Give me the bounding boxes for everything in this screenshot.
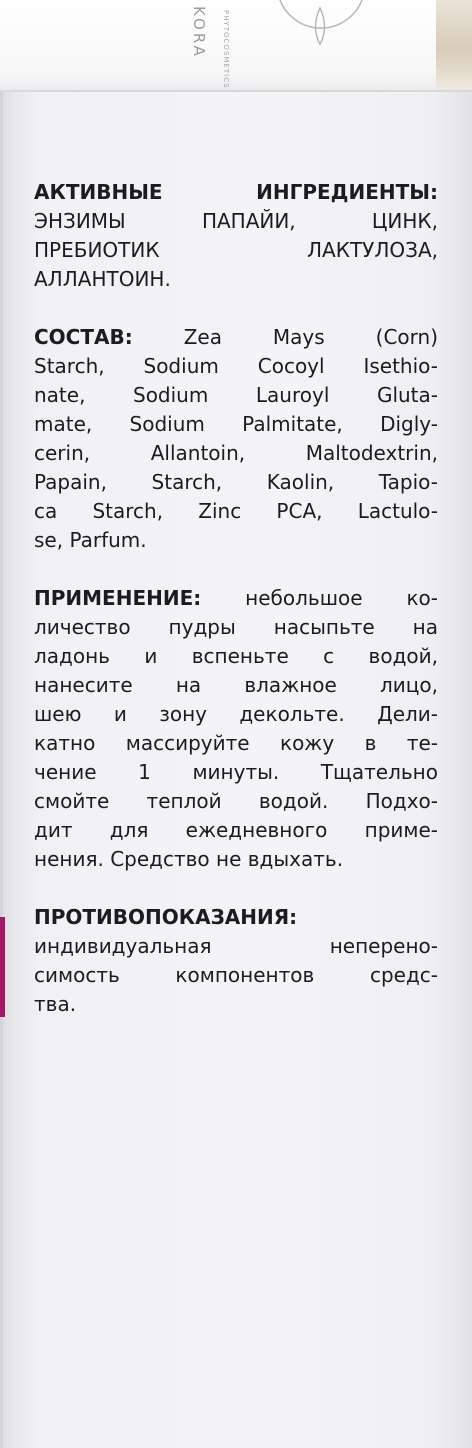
section-contraindications <box>34 903 438 1019</box>
text-line: cerin, Allantoin, Maltodextrin, <box>34 441 438 465</box>
text-line: дит для ежедневного приме- <box>34 818 438 842</box>
brand-subtitle: PHYTOCOSMETICS <box>222 10 230 89</box>
section-heading: ПРИМЕНЕНИЕ: <box>34 586 202 610</box>
package-text-block <box>34 178 438 1048</box>
text-line: ca Starch, Zinc PCA, Lactulo- <box>34 499 438 523</box>
section-active-ingredients <box>34 178 438 294</box>
text-line: нанесите на влажное лицо, <box>34 673 438 697</box>
fold-line <box>0 90 3 1448</box>
section-composition <box>34 323 438 555</box>
text-line <box>34 323 438 352</box>
text-line: катно массируйте кожу в те- <box>34 731 438 755</box>
text-line: Papain, Starch, Kaolin, Tapio- <box>34 470 438 494</box>
text-line-rest: Zea Mays (Corn) <box>183 325 438 349</box>
text-line: чение 1 минуты. Тщательно <box>34 760 438 784</box>
text-line: ладонь и вспеньте с водой, <box>34 644 438 668</box>
text-line: нения. Средство не вдыхать. <box>34 847 344 871</box>
text-line: шею и зону декольте. Дели- <box>34 702 438 726</box>
text-line: mate, Sodium Palmitate, Digly- <box>34 412 438 436</box>
text-line: ЭНЗИМЫ ПАПАЙИ, ЦИНК, <box>34 209 438 233</box>
brand-logo-text: KORA <box>190 6 208 59</box>
text-line <box>34 584 438 613</box>
section-usage <box>34 584 438 874</box>
package-top-flap <box>0 0 472 92</box>
text-line: se, Parfum. <box>34 528 147 552</box>
brand-leaf-icon <box>270 0 370 70</box>
section-heading: АКТИВНЫЕ ИНГРЕДИЕНТЫ: <box>34 180 438 204</box>
section-heading: СОСТАВ: <box>34 325 133 349</box>
text-line-rest: небольшое ко- <box>245 586 438 610</box>
text-line: АЛЛАНТОИН. <box>34 267 171 291</box>
text-line: Starch, Sodium Cocoyl Isethio- <box>34 354 438 378</box>
text-line: ПРЕБИОТИК ЛАКТУЛОЗА, <box>34 238 438 262</box>
text-line: симость компонентов средс- <box>34 963 438 987</box>
text-line: смойте теплой водой. Подхо- <box>34 789 438 813</box>
text-line: тва. <box>34 992 77 1016</box>
text-line: nate, Sodium Lauroyl Gluta- <box>34 383 438 407</box>
text-line: индивидуальная неперено- <box>34 934 438 958</box>
text-line: личество пудры насыпьте на <box>34 615 438 639</box>
flap-edge <box>436 0 472 90</box>
accent-stripe <box>0 917 5 1017</box>
section-heading: ПРОТИВОПОКАЗАНИЯ: <box>34 905 298 929</box>
